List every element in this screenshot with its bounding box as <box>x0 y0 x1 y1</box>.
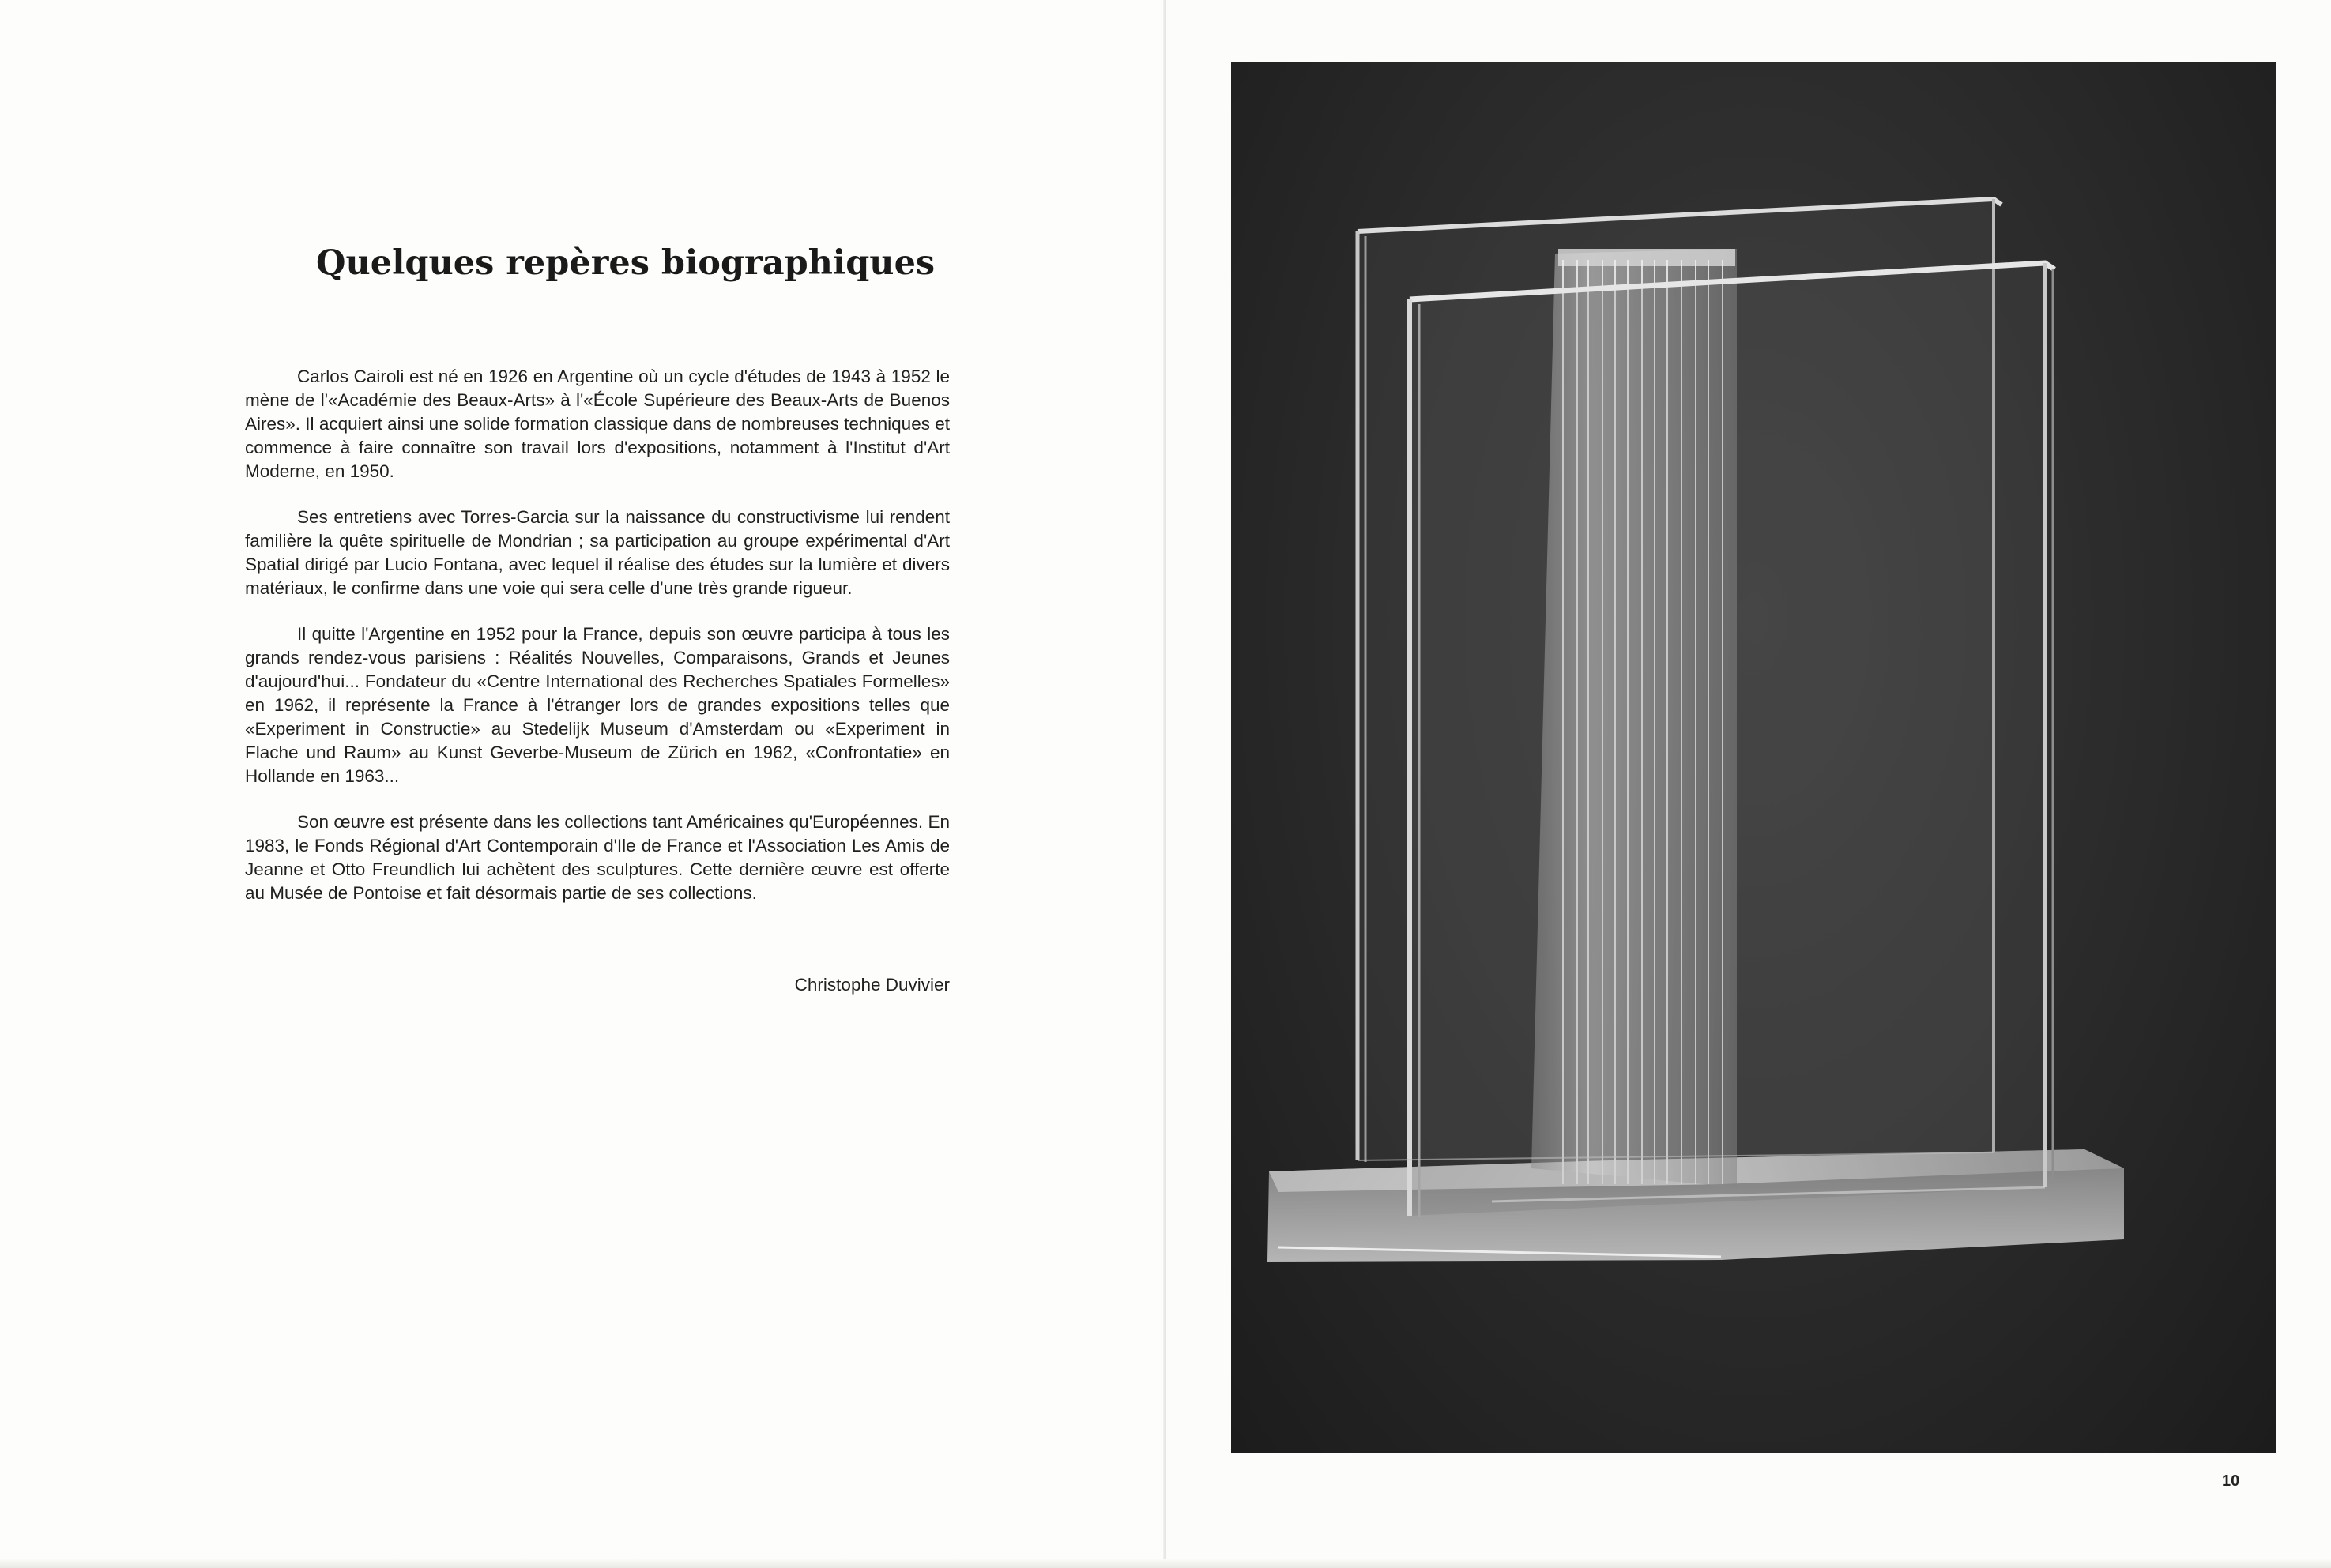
paragraph-1: Carlos Cairoli est né en 1926 en Argentine où un cycle d'études de 1943 à 1952 le mène de l'«Académie des Beaux-Arts» à l'«École Supérieure des Beaux-Arts de Buenos Aires». Il acquiert ainsi une solide formation classique dans de nombreuses techniques et commence à faire connaître son travail lors d'expositions, notamment à l'Institut d'Art Moderne, en 1950. <box>245 367 950 481</box>
left-page <box>0 0 1165 1568</box>
paragraph-2: Ses entretiens avec Torres-Garcia sur la naissance du constructivisme lui rendent familière la quête spirituelle de Mondrian ; sa participation au groupe expérimental d'Art Spatial dirigé par Lucio Fontana, avec lequel il réalise des études sur la lumière et divers matériaux, le confirme dans une voie qui sera celle d'une très grande rigueur. <box>245 507 950 598</box>
page-number: 10 <box>2222 1472 2240 1490</box>
sculpture-photo <box>1231 62 2276 1453</box>
author-signature: Christophe Duvivier <box>794 975 950 995</box>
biography-text <box>245 365 950 927</box>
page-title: Quelques repères biographiques <box>316 243 936 283</box>
page-bottom-edge <box>0 1559 2331 1568</box>
sculpture-illustration <box>1231 62 2276 1453</box>
paragraph-3: Il quitte l'Argentine en 1952 pour la France, depuis son œuvre participa à tous les grands rendez-vous parisiens : Réalités Nouvelles, Comparaisons, Grands et Jeunes d'aujourd'hui... Fondateur du «Centre International des Recherches Spatiales Formelles» en 1962, il représente la France à l'étranger lors de grandes expositions telles que «Experiment in Constructie» au Stedelijk Museum d'Amsterdam ou «Experiment in Flache und Raum» au Kunst Geverbe-Museum de Zürich en 1962, «Confrontatie» en Hollande en 1963... <box>245 624 950 786</box>
paragraph-4: Son œuvre est présente dans les collections tant Américaines qu'Européennes. En 1983, le Fonds Régional d'Art Contemporain d'Ile de France et l'Association Les Amis de Jeanne et Otto Freundlich lui achètent des sculptures. Cette dernière œuvre est offerte au Musée de Pontoise et fait désormais partie de ses collections. <box>245 812 950 903</box>
front-glass-panel <box>1410 263 2054 1217</box>
